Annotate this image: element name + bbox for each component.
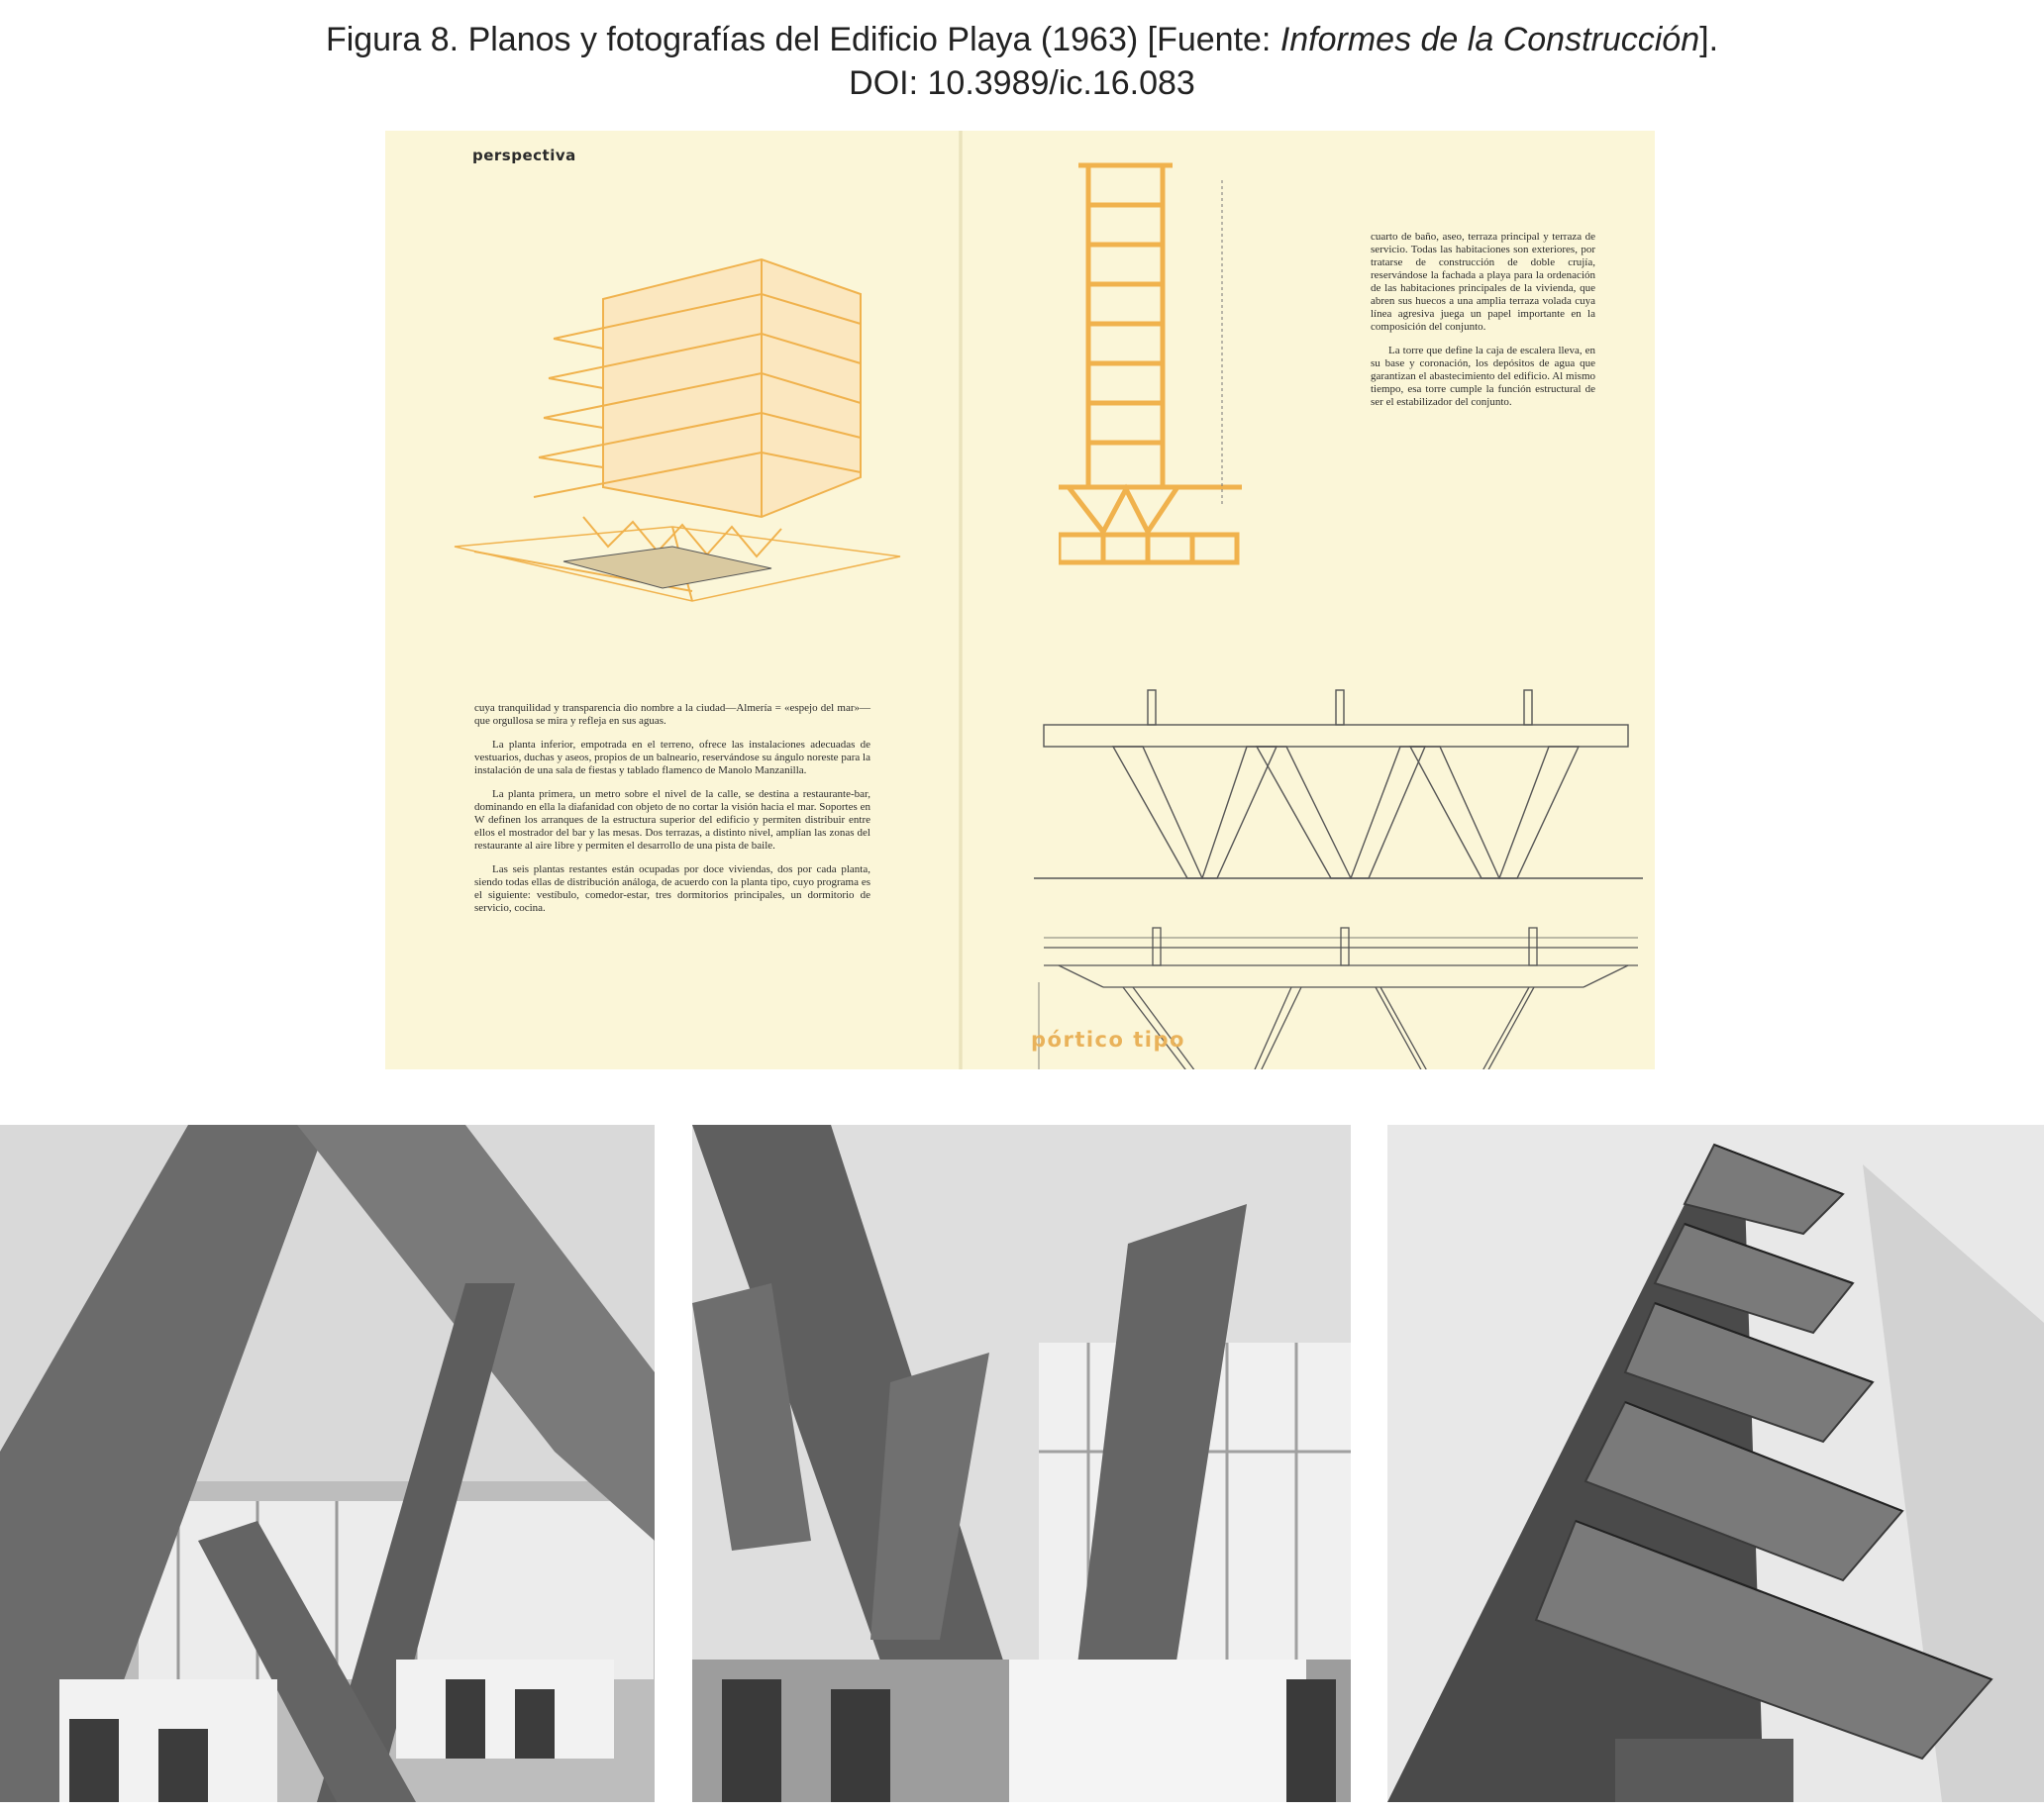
caption-source-title: Informes de la Construcción (1279, 21, 1700, 58)
caption-prefix: Figura 8. Planos y fotografías del Edificio Playa (1963) [Fuente: (325, 21, 1280, 58)
page-fold (959, 131, 963, 1069)
right-paragraph-1: cuarto de baño, aseo, terraza principal y terraza de servicio. Todas las habitaciones son exteriores, por tratarse de construcción de doble crujía, reservándose la fachada a playa para la ordenación de las habitaciones principales de la vivienda, que abren sus huecos a una amplia terraza volada cuya línea agresiva juega un papel importante en la composición del conjunto. (1371, 231, 1595, 333)
photo-balconies-from-below (1387, 1125, 2044, 1802)
w-frame-dimension-drawing (1034, 779, 1648, 1069)
magazine-spread (385, 131, 1655, 1069)
left-text-column (474, 702, 870, 926)
caption-line-1 (0, 18, 2044, 61)
photo-restaurant-w-supports-1 (0, 1125, 655, 1802)
photo-restaurant-w-supports-2 (692, 1125, 1351, 1802)
heading-perspectiva: perspectiva (472, 147, 576, 164)
caption-doi: DOI: 10.3989/ic.16.083 (849, 64, 1195, 102)
right-paragraph-2: La torre que define la caja de escalera lleva, en su base y coronación, los depósitos de agua que garantizan el abastecimiento del edificio. Al mismo tiempo, esa torre cumple la función estructural de ser el estabilizador del conjunto. (1371, 345, 1595, 408)
caption-suffix: ]. (1699, 21, 1719, 58)
left-paragraph-3: La planta primera, un metro sobre el nivel de la calle, se destina a restaurante-bar, dominando en ella la diafanidad con objeto de no cortar la visión hacia el mar. Soportes en W definen los arranques de la estructura superior del edificio y permiten distribuir entre ellos el mostrador del bar y las mesas. Dos terrazas, a distinto nivel, amplían las zonas del restaurante al aire libre y permiten el desarrollo de una pista de baile. (474, 788, 870, 852)
left-paragraph-1: cuya tranquilidad y transparencia dio nombre a la ciudad—Almería = «espejo del mar»—que orgullosa se mira y refleja en sus aguas. (474, 702, 870, 727)
perspective-drawing (445, 220, 910, 626)
figure-caption (0, 18, 2044, 105)
right-text-column (1371, 231, 1595, 420)
heading-portico-tipo: pórtico tipo (1031, 1028, 1185, 1052)
left-paragraph-4: Las seis plantas restantes están ocupadas por doce viviendas, dos por cada planta, siendo todas ellas de distribución análoga, de acuerdo con la planta tipo, cuyo programa es el siguiente: vestíbulo, comedor-estar, tres dormitorios principales, un dormitorio de servicio, cocina. (474, 863, 870, 914)
left-paragraph-2: La planta inferior, empotrada en el terreno, ofrece las instalaciones adecuadas de vestuarios, duchas y aseos, propios de un balneario, reservándose su ángulo noreste para la instalación de una sala de fiestas y tablado flamenco de Manolo Manzanilla. (474, 739, 870, 776)
